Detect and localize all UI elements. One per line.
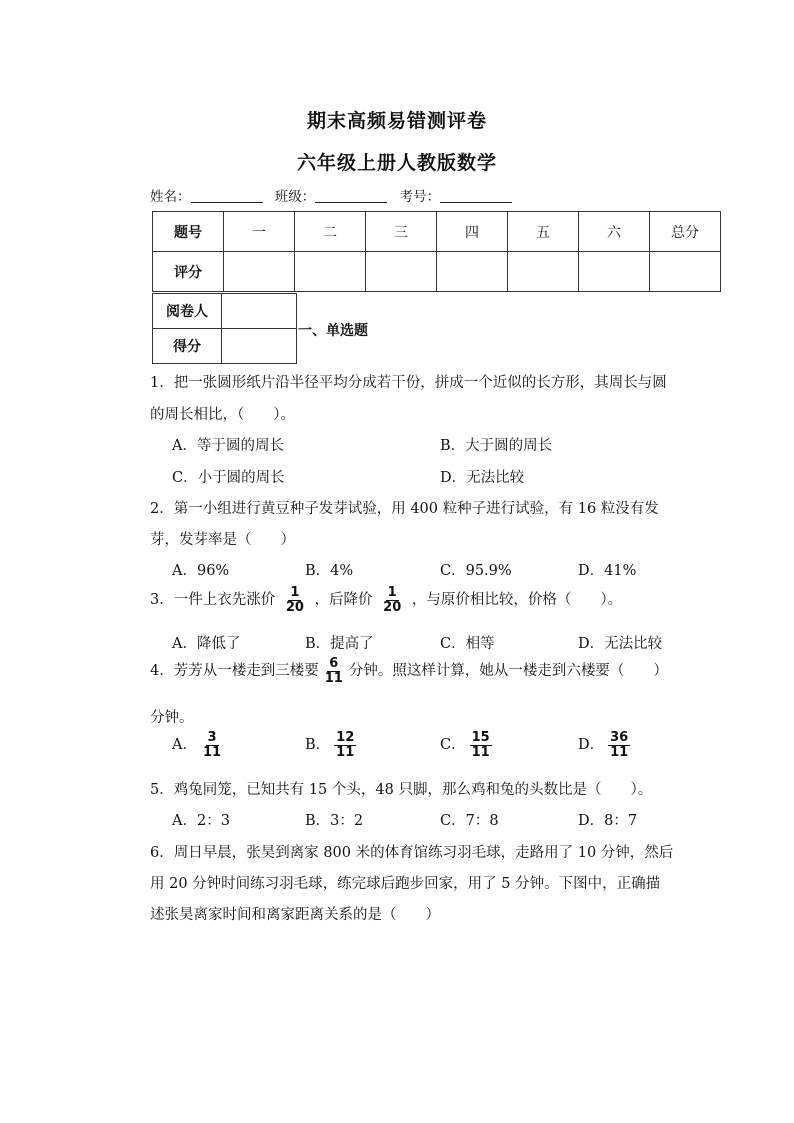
fraction-denominator: 20 [383, 599, 402, 615]
question-1-line-2: 的周长相比，（ ）。 [150, 407, 295, 423]
q1-option-b[interactable]: B．大于圆的周长 [440, 438, 553, 454]
q1-option-c[interactable]: C．小于圆的周长 [172, 470, 285, 486]
q4-option-b[interactable] [305, 731, 360, 759]
q4-text-2: 分钟。照这样计算，她从一楼走到六楼要（ ） [348, 663, 668, 680]
q3-text-3: ，与原价相比较，价格（ ）。 [411, 592, 623, 609]
question-number-header: 题号 [153, 212, 224, 252]
q5-option-a[interactable]: A．2：3 [172, 813, 230, 829]
score-cell[interactable] [224, 252, 295, 292]
score-row-label: 评分 [153, 252, 224, 292]
score-table-header-row [153, 212, 721, 252]
fraction-denominator: 11 [610, 744, 629, 760]
name-label: 姓名： [150, 189, 191, 205]
question-4-line-1 [150, 657, 668, 685]
fraction-numerator: 3 [207, 730, 217, 745]
column-header: 一 [224, 212, 295, 252]
fraction-denominator: 11 [202, 744, 222, 760]
column-header: 五 [508, 212, 579, 252]
column-header: 三 [366, 212, 437, 252]
option-label: C． [440, 737, 466, 754]
class-blank[interactable] [315, 190, 387, 203]
question-1-line-1: 1．把一张圆形纸片沿半径平均分成若干份，拼成一个近似的长方形，其周长与圆 [150, 375, 667, 391]
reviewer-label: 阅卷人 [153, 294, 222, 329]
score-cell[interactable] [295, 252, 366, 292]
option-fraction [608, 731, 630, 759]
option-label: A． [172, 737, 197, 754]
name-blank[interactable] [191, 190, 263, 203]
option-fraction [334, 731, 356, 759]
question-5: 5．鸡兔同笼，已知共有 15 个头，48 只脚，那么鸡和兔的头数比是（ ）。 [150, 782, 653, 798]
q3-fraction-2 [381, 586, 403, 614]
total-header: 总分 [650, 212, 721, 252]
score-cell[interactable] [437, 252, 508, 292]
question-2-line-1: 2．第一小组进行黄豆种子发芽试验，用 400 粒种子进行试验，有 16 粒没有发 [150, 501, 659, 517]
exam-subtitle: 六年级上册人教版数学 [296, 152, 497, 174]
q2-option-c[interactable]: C．95.9% [440, 563, 512, 579]
exam-title: 期末高频易错测评卷 [306, 110, 487, 132]
section-title: 一、单选题 [298, 323, 368, 339]
score-cell[interactable] [579, 252, 650, 292]
q4-text-1: 4．芳芳从一楼走到三楼要 [150, 663, 319, 680]
option-label: B． [305, 737, 331, 754]
q3-option-c[interactable]: C．相等 [440, 636, 495, 652]
q4-option-d[interactable] [578, 731, 634, 759]
option-label: D． [578, 737, 605, 754]
question-6-line-2: 用 20 分钟时间练习羽毛球，练完球后跑步回家，用了 5 分钟。下图中，正确描 [150, 876, 661, 892]
q5-option-d[interactable]: D．8：7 [578, 813, 638, 829]
q3-text-2: ，后降价 [314, 592, 373, 609]
question-6-line-1: 6．周日早晨，张昊到离家 800 米的体育馆练习羽毛球，走路用了 10 分钟，然后 [150, 845, 674, 861]
fraction-denominator: 11 [336, 744, 355, 760]
fraction-denominator: 11 [324, 670, 343, 686]
section-score-label: 得分 [153, 329, 222, 364]
exam-number-label: 考号： [399, 189, 441, 205]
fraction-numerator: 36 [610, 730, 629, 745]
q5-option-c[interactable]: C．7：8 [440, 813, 499, 829]
q2-option-b[interactable]: B．4% [305, 563, 354, 579]
score-cell[interactable] [508, 252, 579, 292]
score-table [152, 211, 721, 292]
fraction-numerator: 1 [290, 585, 300, 600]
q3-option-a[interactable]: A．降低了 [172, 636, 241, 652]
question-2-line-2: 芽，发芽率是（ ） [150, 532, 295, 548]
fraction-numerator: 12 [336, 730, 355, 745]
q2-option-a[interactable]: A．96% [172, 563, 230, 579]
q1-option-a[interactable]: A．等于圆的周长 [172, 438, 284, 454]
class-label: 班级： [274, 189, 316, 205]
option-fraction [470, 731, 492, 759]
q3-option-b[interactable]: B．提高了 [305, 636, 374, 652]
q4-option-a[interactable] [172, 731, 227, 759]
question-6-line-3: 述张昊离家时间和离家距离关系的是（ ） [150, 907, 440, 923]
fraction-numerator: 1 [387, 585, 397, 600]
score-table-score-row [153, 252, 721, 292]
q1-option-d[interactable]: D．无法比较 [440, 470, 525, 486]
question-3 [150, 586, 622, 614]
q3-text-1: 3．一件上衣先涨价 [150, 592, 276, 609]
q5-option-b[interactable]: B．3：2 [305, 813, 364, 829]
option-fraction [201, 731, 223, 759]
score-cell[interactable] [366, 252, 437, 292]
column-header: 二 [295, 212, 366, 252]
fraction-numerator: 6 [329, 656, 339, 671]
section-score-cell[interactable] [222, 329, 297, 364]
exam-number-blank[interactable] [440, 190, 512, 203]
q4-fraction [323, 657, 345, 685]
grader-table [152, 293, 297, 364]
question-4-line-2: 分钟。 [150, 710, 194, 726]
column-header: 六 [579, 212, 650, 252]
q2-option-d[interactable]: D．41% [578, 563, 637, 579]
fraction-numerator: 15 [471, 730, 490, 745]
reviewer-cell[interactable] [222, 294, 297, 329]
fraction-denominator: 20 [285, 599, 304, 615]
fraction-denominator: 11 [471, 744, 490, 760]
total-score-cell[interactable] [650, 252, 721, 292]
column-header: 四 [437, 212, 508, 252]
q3-option-d[interactable]: D．无法比较 [578, 636, 663, 652]
student-info-line [150, 185, 520, 205]
q3-fraction-1 [284, 586, 306, 614]
q4-option-c[interactable] [440, 731, 496, 759]
